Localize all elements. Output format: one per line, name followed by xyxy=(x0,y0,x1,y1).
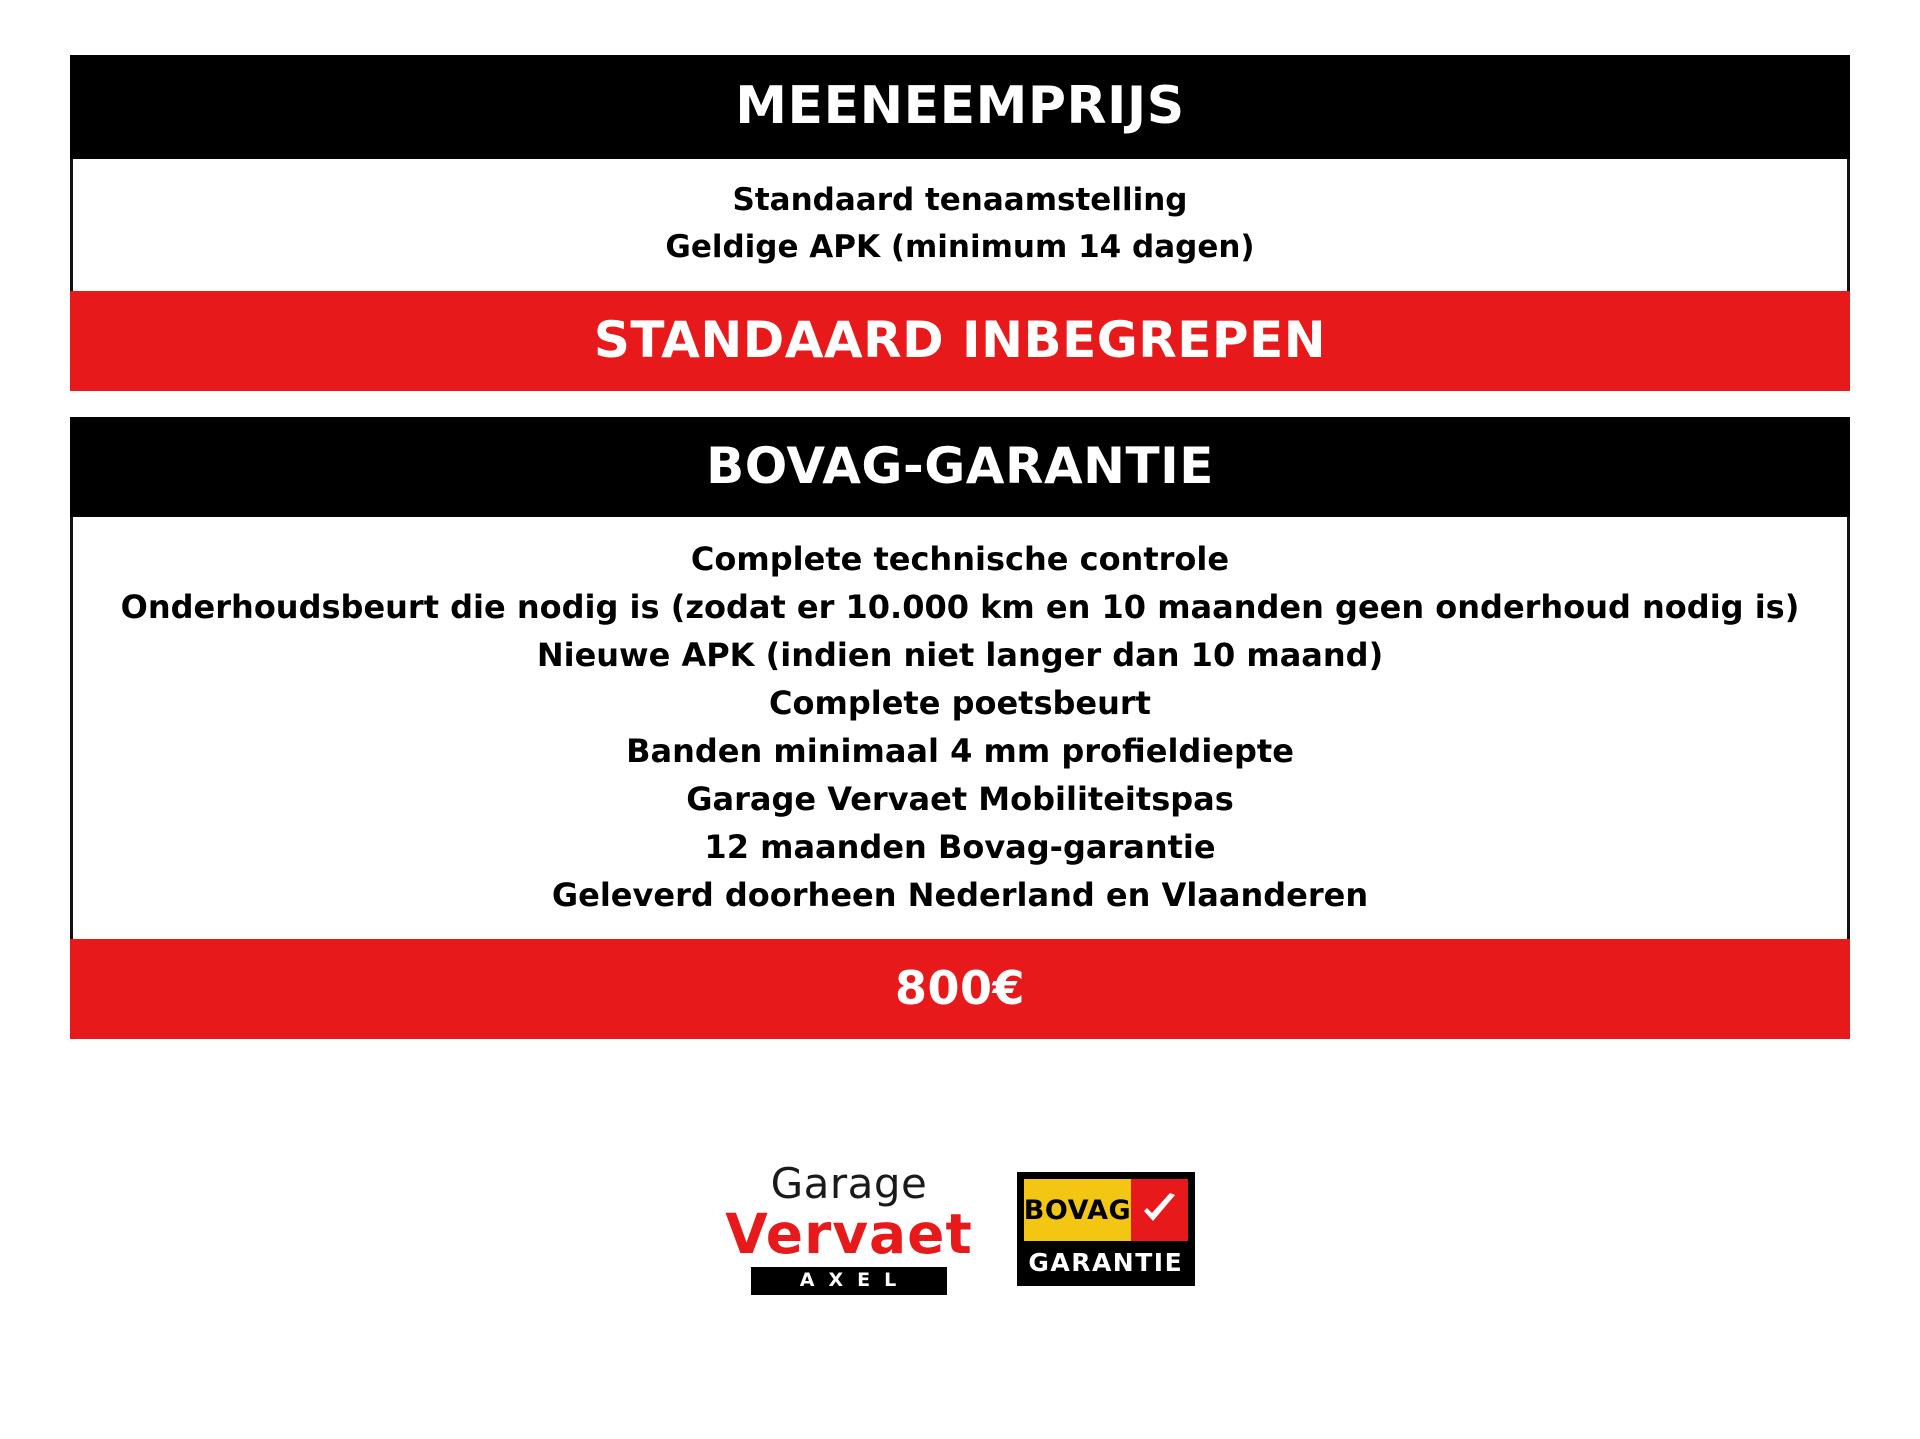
footer-logos xyxy=(70,1039,1850,1439)
warranty-item: 12 maanden Bovag-garantie xyxy=(704,828,1216,867)
bovag-garantie-logo xyxy=(1017,1172,1195,1286)
takeaway-line: Geldige APK (minimum 14 dagen) xyxy=(665,229,1255,266)
bovag-name-block xyxy=(1024,1179,1131,1241)
standard-included-banner: STANDAARD INBEGREPEN xyxy=(70,291,1850,391)
warranty-item: Complete poetsbeurt xyxy=(769,684,1151,723)
garage-vervaet-logo xyxy=(725,1159,973,1295)
warranty-item: Complete technische controle xyxy=(690,540,1230,579)
page-title: MEENEEMPRIJS xyxy=(70,55,1850,159)
warranty-item: Geleverd doorheen Nederland en Vlaanderen xyxy=(551,876,1369,915)
warranty-section-title: BOVAG-GARANTIE xyxy=(70,417,1850,517)
warranty-price: 800€ xyxy=(70,939,1850,1039)
garage-logo-word-top: Garage xyxy=(770,1159,928,1209)
warranty-item: Garage Vervaet Mobiliteitspas xyxy=(686,780,1234,819)
garage-logo-word-main: Vervaet xyxy=(725,1202,973,1267)
bovag-name: BOVAG xyxy=(1023,1194,1132,1226)
check-icon xyxy=(1131,1179,1188,1241)
bovag-logo-top xyxy=(1024,1179,1188,1241)
bovag-subtitle: GARANTIE xyxy=(1028,1248,1184,1278)
warranty-item: Nieuwe APK (indien niet langer dan 10 maand) xyxy=(536,636,1384,675)
warranty-item: Onderhoudsbeurt die nodig is (zodat er 10.000 km en 10 maanden geen onderhoud nodig is) xyxy=(120,588,1800,627)
warranty-item: Banden minimaal 4 mm profieldiepte xyxy=(626,732,1294,771)
spacer xyxy=(70,391,1850,417)
takeaway-line: Standaard tenaamstelling xyxy=(732,182,1188,218)
garage-logo-word-bottom: AXEL xyxy=(751,1267,947,1295)
takeaway-conditions-panel xyxy=(70,159,1850,291)
warranty-items-panel xyxy=(70,517,1850,939)
